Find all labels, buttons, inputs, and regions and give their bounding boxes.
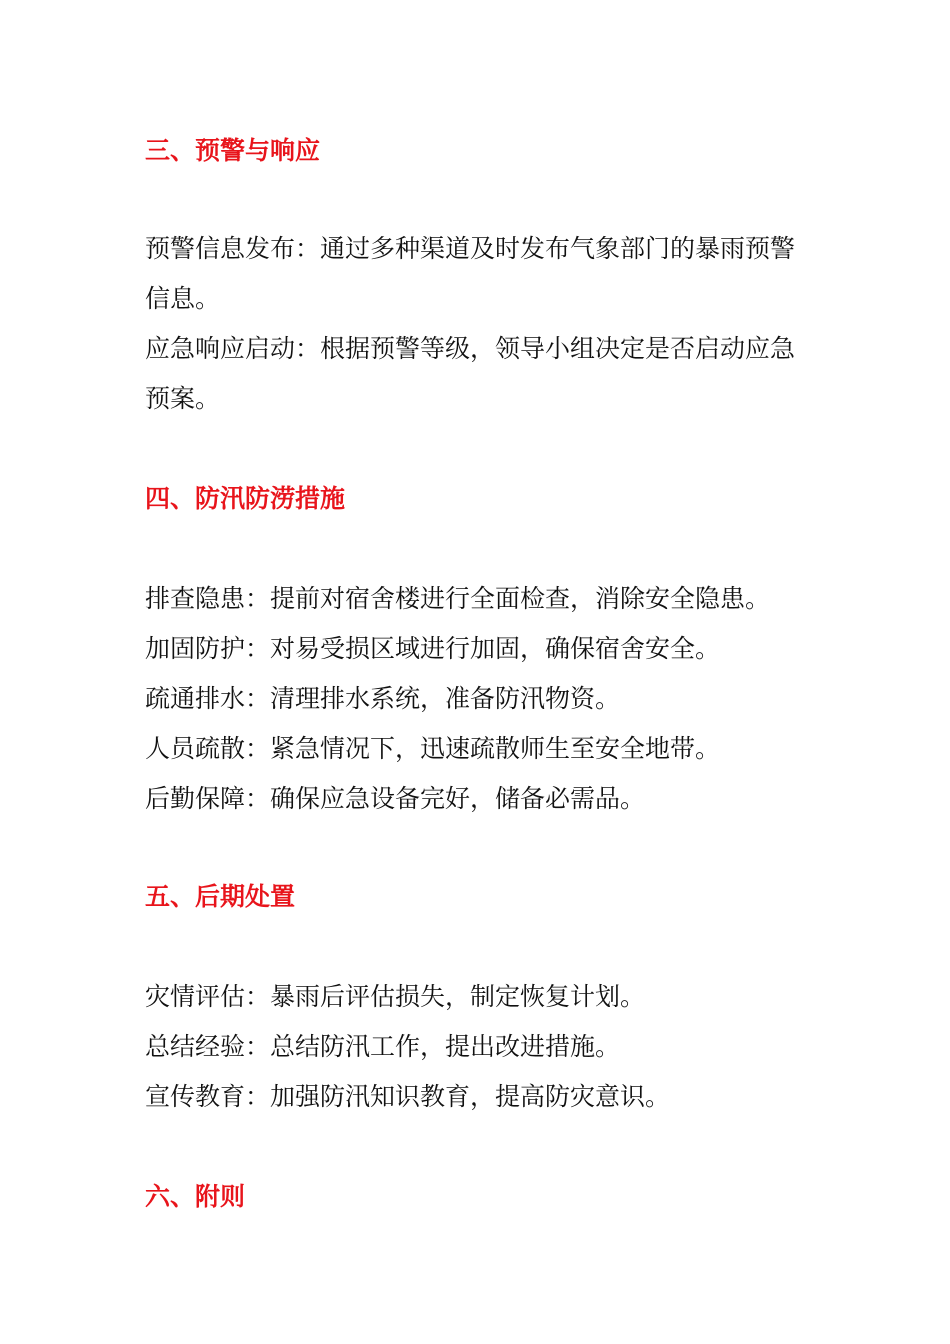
paragraph-emergency-start: 应急响应启动：根据预警等级，领导小组决定是否启动应急预案。 (145, 334, 796, 413)
paragraph-education: 宣传教育：加强防汛知识教育，提高防灾意识。 (145, 1082, 671, 1111)
section-heading-appendix: 六、附则 (145, 1182, 246, 1211)
paragraph-reinforcement: 加固防护：对易受损区域进行加固，确保宿舍安全。 (145, 634, 721, 663)
paragraph-logistics: 后勤保障：确保应急设备完好，储备必需品。 (145, 784, 646, 813)
paragraph-damage-assessment: 灾情评估：暴雨后评估损失，制定恢复计划。 (145, 982, 646, 1011)
paragraph-drainage: 疏通排水：清理排水系统，准备防汛物资。 (145, 684, 621, 713)
section-heading-warning-response: 三、预警与响应 (145, 136, 321, 165)
paragraph-evacuation: 人员疏散：紧急情况下，迅速疏散师生至安全地带。 (145, 734, 721, 763)
paragraph-hazard-check: 排查隐患：提前对宿舍楼进行全面检查，消除安全隐患。 (145, 584, 771, 613)
paragraph-warning-release: 预警信息发布：通过多种渠道及时发布气象部门的暴雨预警信息。 (145, 234, 796, 313)
paragraph-summary: 总结经验：总结防汛工作，提出改进措施。 (145, 1032, 621, 1061)
section-heading-aftermath: 五、后期处置 (145, 882, 296, 911)
section-heading-flood-measures: 四、防汛防涝措施 (145, 484, 346, 513)
